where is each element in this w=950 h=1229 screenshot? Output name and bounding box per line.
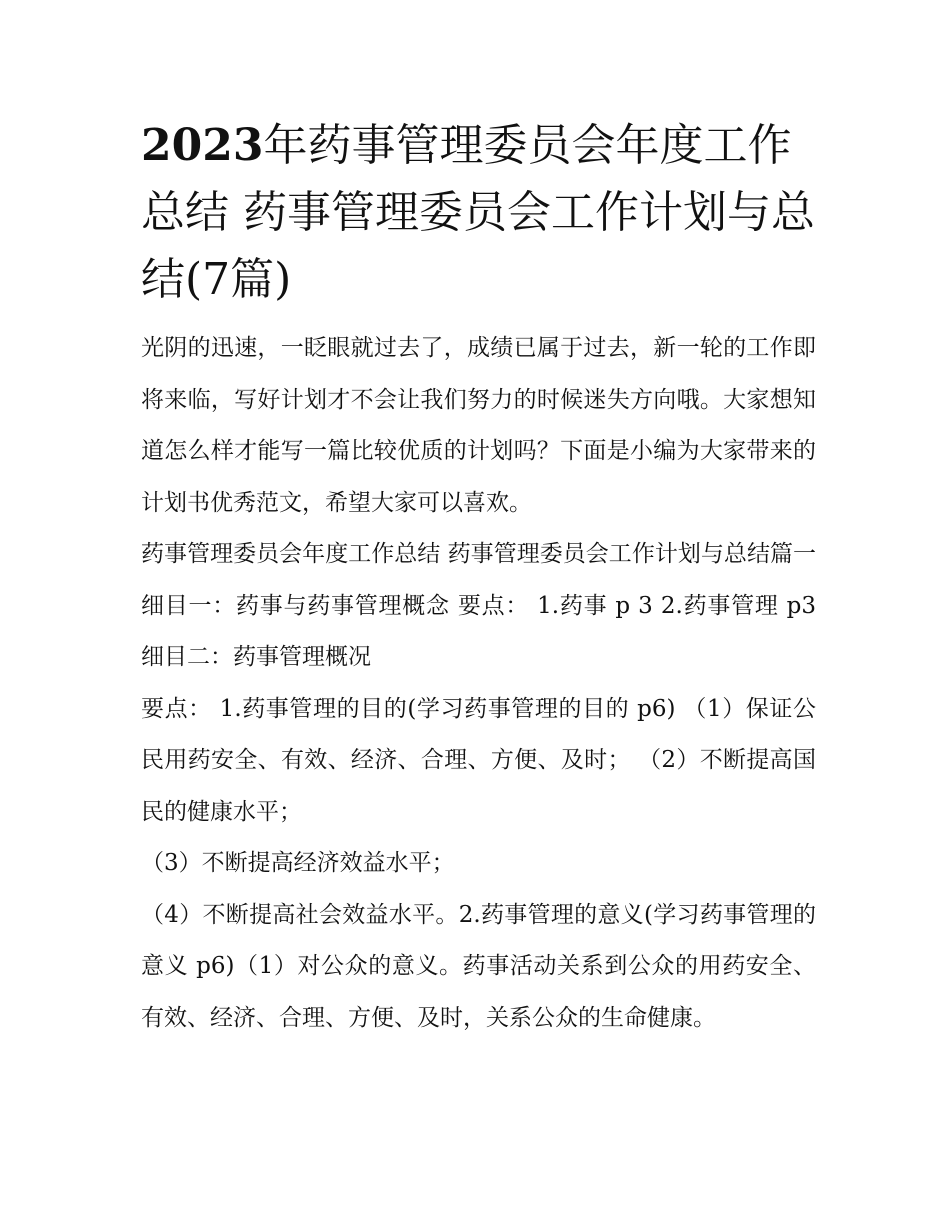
- paragraph-key-points: 要点： 1.药事管理的目的(学习药事管理的目的 p6) （1）保证公民用药安全、有效、经济、合理、方便、及时； （2）不断提高国民的健康水平；: [141, 695, 816, 825]
- document-page: [141, 112, 816, 1044]
- paragraph-item-four: （4）不断提高社会效益水平。2.药事管理的意义(学习药事管理的意义 p6)（1）对公众的意义。药事活动关系到公众的用药安全、有效、经济、合理、方便、及时，关系公众的生命健康。: [141, 901, 816, 1031]
- title-text: 年药事管理委员会年度工作总结 药事管理委员会工作计划与总结(7篇): [141, 120, 815, 305]
- paragraph-section-one: 药事管理委员会年度工作总结 药事管理委员会工作计划与总结篇一 细目一：药事与药事管理概念 要点： 1.药事 p 3 2.药事管理 p3 细目二：药事管理概况: [141, 541, 816, 670]
- paragraph-intro: 光阴的迅速，一眨眼就过去了，成绩已属于过去，新一轮的工作即将来临，写好计划才不会让我们努力的时候迷失方向哦。大家想知道怎么样才能写一篇比较优质的计划吗？下面是小编为大家带来的计划书优秀范文，希望大家可以喜欢。: [141, 335, 816, 516]
- title-year: 2023: [141, 120, 264, 171]
- paragraph-item-three: （3）不断提高经济效益水平；: [141, 850, 455, 876]
- document-title: [141, 112, 816, 313]
